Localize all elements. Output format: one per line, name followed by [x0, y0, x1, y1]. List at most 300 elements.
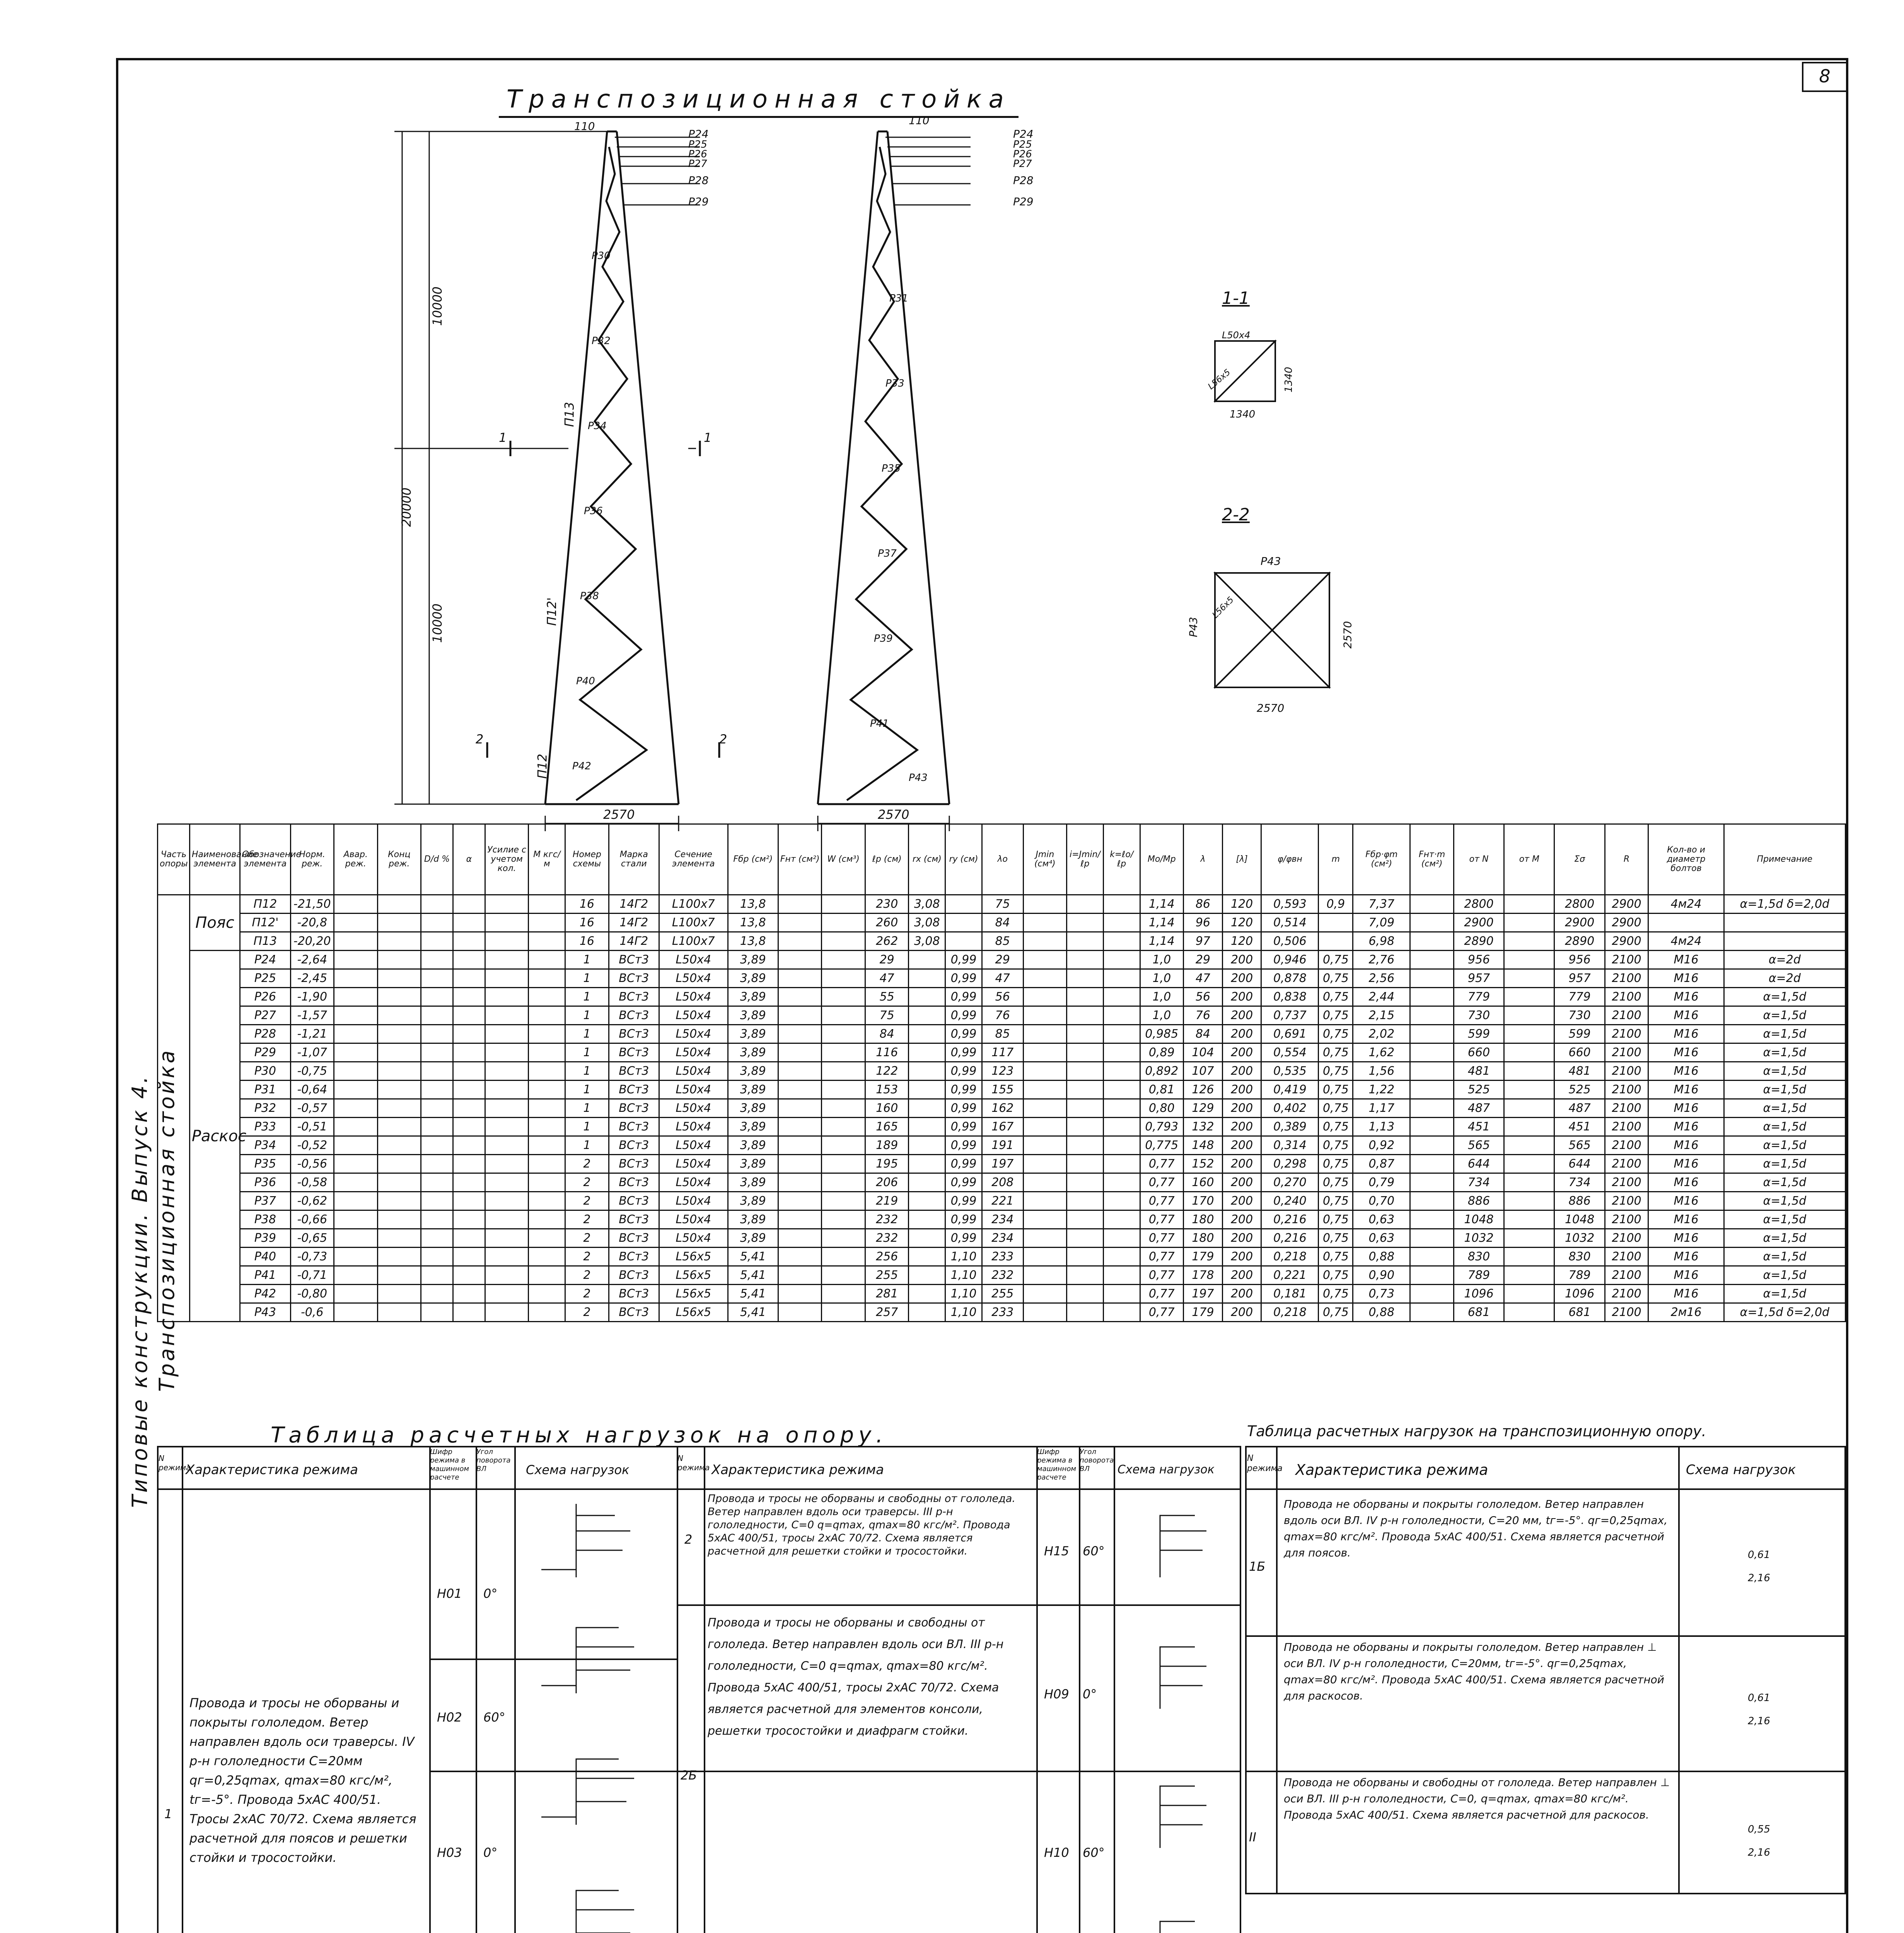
table-cell: L100x7	[659, 932, 728, 951]
table-cell	[421, 932, 453, 951]
table-cell	[421, 1155, 453, 1173]
table-cell: 200	[1222, 969, 1261, 988]
table-cell	[529, 1173, 565, 1192]
table-cell: 14Г2	[609, 895, 659, 914]
table-cell: 208	[982, 1173, 1023, 1192]
table-cell	[334, 1266, 378, 1285]
table-cell: ВСт3	[609, 1229, 659, 1248]
table-cell: 830	[1554, 1248, 1605, 1266]
table-cell	[334, 988, 378, 1006]
table-cell	[1023, 1248, 1067, 1266]
table-cell	[778, 895, 822, 914]
table-cell: 957	[1554, 969, 1605, 988]
table-cell: 1,13	[1353, 1118, 1410, 1136]
table-cell: ВСт3	[609, 1118, 659, 1136]
mark-p27: Р27	[688, 158, 707, 170]
table-cell	[1103, 1248, 1140, 1266]
table-cell: 160	[865, 1099, 909, 1118]
transp-row3-l2: 2,16	[1748, 1847, 1770, 1858]
table-cell	[1103, 932, 1140, 951]
table-row	[158, 1006, 1846, 1025]
table-cell	[421, 1006, 453, 1025]
table-cell	[453, 914, 485, 932]
table-cell: 886	[1454, 1192, 1504, 1210]
table-cell	[334, 1173, 378, 1192]
table-cell: 0,75	[1319, 1285, 1353, 1303]
table-cell	[529, 1192, 565, 1210]
element-table-header: ry (см)	[945, 824, 982, 895]
element-table-header: D/d %	[421, 824, 453, 895]
table-cell	[377, 969, 421, 988]
element-table-header: m	[1319, 824, 1353, 895]
table-cell: М16	[1648, 1043, 1724, 1062]
table-cell	[485, 1192, 529, 1210]
table-cell: 0,216	[1261, 1210, 1319, 1229]
table-cell	[485, 1062, 529, 1081]
cut-mark: 1	[704, 430, 712, 445]
table-cell: 200	[1222, 1229, 1261, 1248]
table-cell: 200	[1222, 1266, 1261, 1285]
table-row	[158, 1229, 1846, 1248]
table-cell	[485, 1081, 529, 1099]
table-cell: α=1,5d	[1724, 1192, 1845, 1210]
table-cell: 84	[1184, 1025, 1223, 1043]
table-cell	[421, 1043, 453, 1062]
table-cell	[1410, 1210, 1454, 1229]
table-cell	[421, 1136, 453, 1155]
table-cell: 1	[565, 1025, 609, 1043]
table-cell	[377, 1266, 421, 1285]
table-cell: 660	[1454, 1043, 1504, 1062]
table-cell: α=1,5d	[1724, 988, 1845, 1006]
table-cell: 1	[565, 1081, 609, 1099]
section-1-dim1: 1340	[1230, 409, 1256, 420]
table-cell	[1023, 1229, 1067, 1248]
table-cell: 255	[982, 1285, 1023, 1303]
section-2-dim1: 2570	[1257, 702, 1285, 714]
table-row	[158, 1303, 1846, 1322]
table-cell: М16	[1648, 951, 1724, 969]
table-cell: 2	[565, 1266, 609, 1285]
section-1-angle2: L56x5	[1206, 367, 1233, 392]
angle-h01: 0°	[483, 1586, 498, 1601]
mode-1-desc: Провода и тросы не оборваны и покрыты гололедом. Ветер направлен вдоль оси траверсы. IV р-н гололедности С=20мм qг=0,25qmax, qmax=80 кгс/м², tг=-5°. Провода 5хАС 400/51. Тросы 2хАС 70/72. Схема является расчетной для поясов и решетки стойки и тросостойки.	[189, 1696, 420, 1865]
table-cell: 3,89	[728, 988, 778, 1006]
table-cell	[778, 1285, 822, 1303]
table-cell: 2890	[1454, 932, 1504, 951]
table-cell	[485, 969, 529, 988]
table-cell: -0,62	[290, 1192, 334, 1210]
table-cell	[778, 969, 822, 988]
table-cell: L50x4	[659, 1099, 728, 1118]
table-cell	[453, 1081, 485, 1099]
table-cell	[1410, 895, 1454, 914]
table-cell: 2900	[1554, 914, 1605, 932]
table-cell	[485, 1025, 529, 1043]
table-cell: 0,79	[1353, 1173, 1410, 1192]
table-cell: 200	[1222, 1062, 1261, 1081]
table-cell	[485, 1173, 529, 1192]
table-cell	[485, 1043, 529, 1062]
table-cell: 0,506	[1261, 932, 1319, 951]
element-table-header: Номер схемы	[565, 824, 609, 895]
table-cell	[1067, 932, 1104, 951]
table-cell: 152	[1184, 1155, 1223, 1173]
table-cell: -0,71	[290, 1266, 334, 1285]
table-cell	[1410, 1136, 1454, 1155]
table-cell: 75	[982, 895, 1023, 914]
table-cell	[822, 1248, 865, 1266]
table-cell	[1410, 1229, 1454, 1248]
table-cell: Р25	[240, 969, 290, 988]
table-cell: 0,99	[945, 1210, 982, 1229]
table-cell	[822, 1081, 865, 1099]
table-cell	[485, 914, 529, 932]
table-cell: 2100	[1605, 1136, 1648, 1155]
table-cell: 0,75	[1319, 1173, 1353, 1192]
table-cell	[778, 988, 822, 1006]
table-cell	[1103, 1136, 1140, 1155]
mark-p25: Р25	[688, 139, 707, 150]
table-cell: 2100	[1605, 1173, 1648, 1192]
table-cell: -0,56	[290, 1155, 334, 1173]
part-label: Транспозиционная стойка	[155, 1048, 179, 1392]
table-cell	[1103, 1025, 1140, 1043]
table-cell: 117	[982, 1043, 1023, 1062]
table-cell	[529, 1025, 565, 1043]
table-cell	[1504, 951, 1554, 969]
table-cell: 47	[982, 969, 1023, 988]
table-cell: 1,0	[1140, 969, 1184, 988]
table-cell: ВСт3	[609, 1192, 659, 1210]
table-cell: -2,45	[290, 969, 334, 988]
table-cell: 565	[1454, 1136, 1504, 1155]
table-cell: 195	[865, 1155, 909, 1173]
table-cell: 233	[982, 1303, 1023, 1322]
table-cell	[453, 988, 485, 1006]
table-cell	[377, 1173, 421, 1192]
table-cell: 160	[1184, 1173, 1223, 1192]
chord-label: П13	[562, 402, 577, 427]
table-cell: 0,75	[1319, 1099, 1353, 1118]
table-cell: 16	[565, 895, 609, 914]
table-cell: 85	[982, 932, 1023, 951]
table-cell	[778, 1006, 822, 1025]
table-cell	[529, 1118, 565, 1136]
table-cell: 200	[1222, 1248, 1261, 1266]
table-cell	[334, 969, 378, 988]
table-cell: М16	[1648, 1136, 1724, 1155]
table-cell: 179	[1184, 1303, 1223, 1322]
table-cell	[377, 1099, 421, 1118]
table-cell	[421, 969, 453, 988]
table-cell	[1724, 932, 1845, 951]
table-cell	[529, 1155, 565, 1173]
table-cell	[485, 1155, 529, 1173]
table-cell: 2м16	[1648, 1303, 1724, 1322]
table-cell: 1,10	[945, 1248, 982, 1266]
table-cell	[778, 914, 822, 932]
element-table-header: Авар. реж.	[334, 824, 378, 895]
table-cell: α=1,5d	[1724, 1285, 1845, 1303]
table-cell	[1103, 1099, 1140, 1118]
table-cell: 0,793	[1140, 1118, 1184, 1136]
table-cell	[421, 1062, 453, 1081]
table-cell	[909, 988, 945, 1006]
element-table-header: Fбр (см²)	[728, 824, 778, 895]
table-cell	[334, 932, 378, 951]
table-cell	[1410, 1173, 1454, 1192]
table-cell: 1,22	[1353, 1081, 1410, 1099]
table-cell	[778, 1136, 822, 1155]
table-cell: 2800	[1554, 895, 1605, 914]
table-cell: L56x5	[659, 1266, 728, 1285]
table-cell: 599	[1454, 1025, 1504, 1043]
table-cell: 104	[1184, 1043, 1223, 1062]
transp-table-title: Таблица расчетных нагрузок на транспозиционную опору.	[1247, 1423, 1706, 1440]
table-cell	[1023, 1192, 1067, 1210]
table-cell: 234	[982, 1210, 1023, 1229]
table-cell: α=1,5d	[1724, 1155, 1845, 1173]
table-cell	[909, 1210, 945, 1229]
table-cell	[1067, 1118, 1104, 1136]
table-cell: 0,99	[945, 988, 982, 1006]
table-cell: ВСт3	[609, 1099, 659, 1118]
table-cell: 1048	[1454, 1210, 1504, 1229]
table-cell: 2,02	[1353, 1025, 1410, 1043]
mark-p28-b: Р28	[1013, 174, 1034, 187]
table-cell	[485, 988, 529, 1006]
table-cell: 0,75	[1319, 988, 1353, 1006]
table-cell: 644	[1454, 1155, 1504, 1173]
table-cell: 257	[865, 1303, 909, 1322]
element-table-header: k=ℓо/ℓр	[1103, 824, 1140, 895]
diag-mark: Р43	[909, 772, 928, 784]
table-cell	[334, 1192, 378, 1210]
element-table-header: Σσ	[1554, 824, 1605, 895]
element-table-header: Кол-во и диаметр болтов	[1648, 824, 1724, 895]
table-cell	[421, 895, 453, 914]
table-cell: 1,56	[1353, 1062, 1410, 1081]
table-row	[158, 1210, 1846, 1229]
table-cell	[1023, 895, 1067, 914]
table-cell: 2100	[1605, 1155, 1648, 1173]
table-cell: 1096	[1554, 1285, 1605, 1303]
table-cell	[822, 1266, 865, 1285]
table-cell: 200	[1222, 1118, 1261, 1136]
table-cell: 86	[1184, 895, 1223, 914]
mark-p25-b: Р25	[1013, 139, 1032, 150]
mark-p24-b: Р24	[1013, 128, 1034, 140]
table-cell: 153	[865, 1081, 909, 1099]
table-cell	[421, 1210, 453, 1229]
element-table-header: Часть опоры	[158, 824, 190, 895]
table-cell	[822, 1043, 865, 1062]
table-cell: 789	[1454, 1266, 1504, 1285]
table-cell: М16	[1648, 1192, 1724, 1210]
table-cell	[377, 895, 421, 914]
transp-row2-desc: Провода не оборваны и покрыты гололедом. Ветер направлен ⊥ оси ВЛ. IV р-н гололедности, С=20мм, tг=-5°. qг=0,25qmax, qmax=80 кгс/м². Провода 5хАС 400/51. Схема является расчетной для раскосов.	[1284, 1641, 1668, 1702]
table-cell	[909, 1099, 945, 1118]
table-cell	[453, 1173, 485, 1192]
table-cell	[909, 1136, 945, 1155]
table-cell: 123	[982, 1062, 1023, 1081]
table-cell: L50x4	[659, 1136, 728, 1155]
table-cell: 451	[1554, 1118, 1605, 1136]
table-cell: 232	[982, 1266, 1023, 1285]
table-cell	[1504, 1173, 1554, 1192]
table-cell: 644	[1554, 1155, 1605, 1173]
table-cell	[778, 1025, 822, 1043]
table-cell	[377, 1025, 421, 1043]
table-cell: 0,218	[1261, 1303, 1319, 1322]
table-cell: 0,77	[1140, 1155, 1184, 1173]
element-table-header: Примечание	[1724, 824, 1845, 895]
table-cell: Р43	[240, 1303, 290, 1322]
table-cell: П12	[240, 895, 290, 914]
table-cell: 2100	[1605, 1248, 1648, 1266]
table-cell	[1067, 1136, 1104, 1155]
table-cell: Р42	[240, 1285, 290, 1303]
table-cell: 2890	[1554, 932, 1605, 951]
table-cell	[1410, 1192, 1454, 1210]
element-table-header: λо	[982, 824, 1023, 895]
table-cell	[334, 1136, 378, 1155]
table-cell: α=1,5d	[1724, 1248, 1845, 1266]
top-width-label-2: 110	[909, 114, 930, 127]
element-table-header: от N	[1454, 824, 1504, 895]
table-cell	[453, 1043, 485, 1062]
element-table-header: W (см³)	[822, 824, 865, 895]
table-cell	[1504, 1266, 1554, 1285]
table-cell	[453, 1266, 485, 1285]
table-row	[158, 1192, 1846, 1210]
transp-row3-l1: 0,55	[1748, 1824, 1770, 1835]
table-cell: ВСт3	[609, 1285, 659, 1303]
table-cell	[453, 1229, 485, 1248]
table-row	[158, 1266, 1846, 1285]
table-cell	[1067, 1303, 1104, 1322]
table-cell: 0,691	[1261, 1025, 1319, 1043]
table-cell: 1	[565, 969, 609, 988]
table-cell: 116	[865, 1043, 909, 1062]
table-cell	[421, 1192, 453, 1210]
table-cell: L100x7	[659, 914, 728, 932]
loads-h-n2: N режима	[677, 1454, 710, 1472]
table-cell: Р24	[240, 951, 290, 969]
table-cell	[1023, 988, 1067, 1006]
table-cell	[334, 951, 378, 969]
table-row	[158, 1173, 1846, 1192]
table-cell: 200	[1222, 1155, 1261, 1173]
table-cell: L50x4	[659, 969, 728, 988]
section-2-cross	[1214, 572, 1330, 688]
rmode-2-n: 2	[684, 1532, 693, 1547]
table-cell: 0,70	[1353, 1192, 1410, 1210]
table-cell	[1103, 1118, 1140, 1136]
base-width-1: 2570	[603, 807, 635, 822]
table-cell: 0,9	[1319, 895, 1353, 914]
table-cell: 47	[865, 969, 909, 988]
mark-p29-b: Р29	[1013, 195, 1034, 208]
table-cell	[377, 1136, 421, 1155]
table-cell: 0,240	[1261, 1192, 1319, 1210]
table-cell	[1410, 1043, 1454, 1062]
table-cell: Р27	[240, 1006, 290, 1025]
table-cell: 120	[1222, 914, 1261, 932]
table-cell: 0,75	[1319, 1006, 1353, 1025]
table-cell	[822, 1062, 865, 1081]
table-cell	[421, 1081, 453, 1099]
table-cell: 3,89	[728, 1192, 778, 1210]
table-cell: 1,0	[1140, 1006, 1184, 1025]
table-cell: 262	[865, 932, 909, 951]
table-cell: 956	[1554, 951, 1605, 969]
table-cell: 2	[565, 1210, 609, 1229]
table-cell	[1067, 1081, 1104, 1099]
table-cell: L50x4	[659, 1192, 728, 1210]
diag-mark: Р40	[576, 675, 595, 687]
table-cell	[1067, 1043, 1104, 1062]
table-cell: 1096	[1454, 1285, 1504, 1303]
table-cell: 3,89	[728, 951, 778, 969]
table-cell: -0,75	[290, 1062, 334, 1081]
height-total: 20000	[399, 488, 414, 527]
table-cell: 197	[982, 1155, 1023, 1173]
table-cell: 5,41	[728, 1303, 778, 1322]
table-cell: α=1,5d	[1724, 1136, 1845, 1155]
table-row	[158, 1118, 1846, 1136]
table-cell	[1410, 1081, 1454, 1099]
table-cell	[909, 1173, 945, 1192]
table-cell	[529, 951, 565, 969]
table-cell	[1103, 895, 1140, 914]
table-cell	[1067, 1229, 1104, 1248]
loads-h-desc: Характеристика режима	[186, 1462, 358, 1478]
table-cell: 0,77	[1140, 1303, 1184, 1322]
table-cell: 0,77	[1140, 1229, 1184, 1248]
table-cell: α=2d	[1724, 969, 1845, 988]
table-cell: -2,64	[290, 951, 334, 969]
table-cell: 789	[1554, 1266, 1605, 1285]
table-cell: 0,75	[1319, 1229, 1353, 1248]
table-cell	[334, 1210, 378, 1229]
table-cell: 956	[1454, 951, 1504, 969]
table-cell: 2100	[1605, 969, 1648, 988]
element-table-header: φ/φвн	[1261, 824, 1319, 895]
table-cell	[1103, 1006, 1140, 1025]
table-row	[158, 1081, 1846, 1099]
table-cell: 2100	[1605, 1062, 1648, 1081]
table-cell: М16	[1648, 1248, 1724, 1266]
element-table-header: Наименование элемента	[189, 824, 240, 895]
table-row	[158, 1025, 1846, 1043]
table-cell: 0,77	[1140, 1248, 1184, 1266]
table-cell: 3,89	[728, 1099, 778, 1118]
element-table-header: Сечение элемента	[659, 824, 728, 895]
element-table-header: λ	[1184, 824, 1223, 895]
table-cell	[778, 1099, 822, 1118]
table-row	[158, 932, 1846, 951]
table-cell	[334, 1229, 378, 1248]
table-row	[158, 1285, 1846, 1303]
table-cell: П13	[240, 932, 290, 951]
section-2-angle: L56x5	[1210, 595, 1236, 620]
table-cell	[377, 1303, 421, 1322]
table-cell	[909, 1248, 945, 1266]
table-cell	[909, 1285, 945, 1303]
table-cell: 200	[1222, 1025, 1261, 1043]
